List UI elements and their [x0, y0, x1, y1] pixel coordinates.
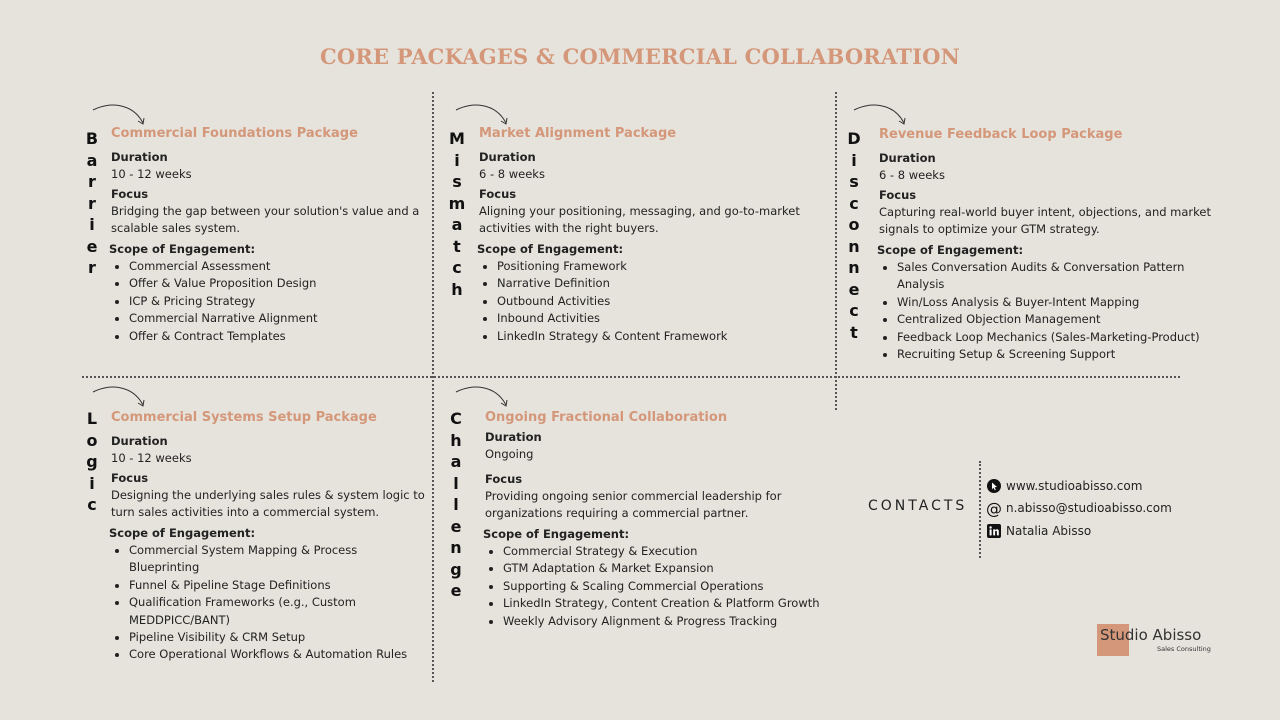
package-title: Commercial Systems Setup Package [111, 410, 377, 425]
side-word-letter: e [86, 236, 98, 256]
duration-label: Duration [485, 430, 542, 444]
contacts-label: CONTACTS [868, 498, 968, 514]
list-item: • GTM Adaptation & Market Expansion [503, 560, 830, 577]
focus-label: Focus [485, 472, 523, 486]
side-word-letter: M [449, 129, 465, 148]
side-word-letter: e [848, 279, 860, 299]
curved-arrow-icon [90, 386, 150, 410]
list-item: • Narrative Definition [497, 275, 829, 292]
list-item: • Supporting & Scaling Commercial Operations [503, 578, 830, 595]
side-word-letter: c [849, 193, 859, 213]
focus-text: Bridging the gap between your solution's value and a scalable sales system. [111, 204, 420, 235]
contacts-divider [979, 461, 981, 558]
side-word-letter: D [847, 129, 861, 148]
package-revenue-feedback-loop [879, 127, 1224, 363]
duration-label: Duration [879, 151, 936, 165]
side-word-letter: i [454, 150, 460, 170]
curved-arrow-icon [90, 104, 150, 128]
focus-label: Focus [479, 187, 517, 201]
side-word-letter: L [86, 409, 98, 428]
side-word-letter: e [450, 516, 462, 536]
scope-list [111, 542, 427, 664]
scope-list [111, 258, 427, 345]
scope-list [879, 259, 1224, 363]
page-title: CORE PACKAGES & COMMERCIAL COLLABORATION [319, 44, 961, 69]
contact-email[interactable] [986, 498, 1172, 518]
focus-text: Providing ongoing senior commercial leadership for organizations requiring a commercial partner. [485, 489, 782, 520]
studio-abisso-logo [1097, 624, 1237, 658]
list-item: • LinkedIn Strategy & Content Framework [497, 328, 829, 345]
side-word-letter: i [851, 150, 857, 170]
duration-value: 10 - 12 weeks [111, 451, 192, 465]
side-word-letter: r [88, 258, 96, 277]
side-word-letter: o [848, 215, 860, 234]
duration-value: 6 - 8 weeks [479, 167, 545, 181]
side-word-letter: c [87, 495, 97, 514]
duration-label: Duration [111, 150, 168, 164]
side-word-barrier [82, 128, 102, 279]
side-word-letter: c [452, 258, 462, 277]
list-item: • Funnel & Pipeline Stage Definitions [129, 577, 427, 594]
email-link[interactable]: n.abisso@studioabisso.com [1006, 501, 1172, 515]
package-title: Market Alignment Package [479, 126, 677, 141]
side-word-letter: c [849, 301, 859, 320]
side-word-letter: r [88, 193, 96, 213]
package-commercial-foundations [111, 126, 427, 345]
linkedin-icon [987, 524, 1001, 538]
side-word-letter: t [850, 322, 858, 342]
list-item: • Centralized Objection Management [897, 311, 1224, 328]
list-item: • Commercial Assessment [129, 258, 427, 275]
package-commercial-systems-setup [111, 410, 427, 664]
side-word-letter: C [450, 409, 462, 428]
side-word-letter: n [848, 236, 860, 256]
list-item: • Qualification Frameworks (e.g., Custom MEDDPICC/BANT) [129, 594, 427, 629]
scope-list [485, 543, 830, 630]
at-icon: @ [986, 498, 1002, 518]
side-word-letter: a [451, 215, 463, 234]
side-word-letter: a [86, 150, 98, 170]
side-word-letter: g [86, 452, 98, 471]
focus-text: Designing the underlying sales rules & system logic to turn sales activities into a commercial system. [111, 488, 425, 519]
duration-value: 6 - 8 weeks [879, 168, 945, 182]
list-item: • Sales Conversation Audits & Conversation Pattern Analysis [897, 259, 1224, 294]
package-market-alignment [479, 126, 829, 345]
package-title: Ongoing Fractional Collaboration [485, 410, 728, 425]
scope-list [479, 258, 829, 345]
side-word-letter: e [450, 581, 462, 600]
list-item: • Commercial System Mapping & Process Blueprinting [129, 542, 427, 577]
focus-label: Focus [879, 188, 917, 202]
list-item: • LinkedIn Strategy, Content Creation & Platform Growth [503, 595, 830, 612]
list-item: • Core Operational Workflows & Automation Rules [129, 646, 427, 663]
divider-vertical-2 [835, 92, 837, 410]
focus-text: Capturing real-world buyer intent, objections, and market signals to optimize your GTM strategy. [879, 205, 1211, 236]
list-item: • Pipeline Visibility & CRM Setup [129, 629, 427, 646]
package-ongoing-fractional-collaboration [485, 410, 830, 630]
side-word-letter: a [450, 452, 462, 471]
list-item: • Offer & Contract Templates [129, 328, 427, 345]
side-word-challenge [446, 408, 466, 602]
side-word-letter: s [452, 172, 462, 191]
side-word-disconnect [844, 128, 864, 343]
list-item: • Commercial Strategy & Execution [503, 543, 830, 560]
contact-website[interactable] [987, 479, 1142, 493]
linkedin-link[interactable]: Natalia Abisso [1006, 524, 1092, 538]
package-title: Commercial Foundations Package [111, 126, 358, 141]
cursor-icon [987, 479, 1001, 493]
list-item: • ICP & Pricing Strategy [129, 293, 427, 310]
scope-label: Scope of Engagement: [109, 526, 256, 540]
side-word-letter: l [453, 473, 459, 493]
curved-arrow-icon [453, 386, 513, 410]
focus-label: Focus [111, 471, 149, 485]
list-item: • Outbound Activities [497, 293, 829, 310]
package-title: Revenue Feedback Loop Package [879, 127, 1123, 142]
duration-value: 10 - 12 weeks [111, 167, 192, 181]
side-word-letter: r [88, 172, 96, 191]
list-item: • Inbound Activities [497, 310, 829, 327]
list-item: • Recruiting Setup & Screening Support [897, 346, 1224, 363]
logo-subtitle: Sales Consulting [1157, 645, 1211, 653]
list-item: • Win/Loss Analysis & Buyer-Intent Mapping [897, 294, 1224, 311]
duration-label: Duration [479, 150, 536, 164]
side-word-letter: t [453, 236, 461, 256]
side-word-letter: g [450, 559, 462, 579]
side-word-letter: s [849, 172, 859, 191]
scope-label: Scope of Engagement: [877, 243, 1024, 257]
side-word-letter: B [85, 129, 99, 148]
contact-linkedin[interactable] [987, 524, 1091, 538]
logo-name: Studio Abisso [1100, 626, 1202, 644]
side-word-letter: h [450, 430, 462, 450]
side-word-letter: l [453, 495, 459, 514]
curved-arrow-icon [453, 104, 513, 128]
list-item: • Commercial Narrative Alignment [129, 310, 427, 327]
list-item: • Weekly Advisory Alignment & Progress Tracking [503, 613, 830, 630]
side-word-letter: n [848, 258, 860, 277]
focus-text: Aligning your positioning, messaging, and go-to-market activities with the right buyers. [479, 204, 800, 235]
duration-value: Ongoing [485, 447, 534, 461]
divider-horizontal [82, 376, 1180, 378]
side-word-letter: i [89, 473, 95, 493]
curved-arrow-icon [851, 104, 911, 128]
side-word-letter: n [450, 538, 462, 557]
duration-label: Duration [111, 434, 168, 448]
focus-label: Focus [111, 187, 149, 201]
scope-label: Scope of Engagement: [109, 242, 256, 256]
divider-vertical-1 [432, 92, 434, 682]
list-item: • Feedback Loop Mechanics (Sales-Marketing-Product) [897, 329, 1224, 346]
list-item: • Positioning Framework [497, 258, 829, 275]
website-link[interactable]: www.studioabisso.com [1006, 479, 1143, 493]
scope-label: Scope of Engagement: [483, 527, 630, 541]
side-word-mismatch [447, 128, 467, 300]
side-word-letter: h [451, 279, 463, 299]
scope-label: Scope of Engagement: [477, 242, 624, 256]
side-word-letter: m [448, 193, 466, 213]
list-item: • Offer & Value Proposition Design [129, 275, 427, 292]
side-word-letter: o [86, 430, 98, 450]
side-word-logic [82, 408, 102, 516]
side-word-letter: i [89, 215, 95, 234]
